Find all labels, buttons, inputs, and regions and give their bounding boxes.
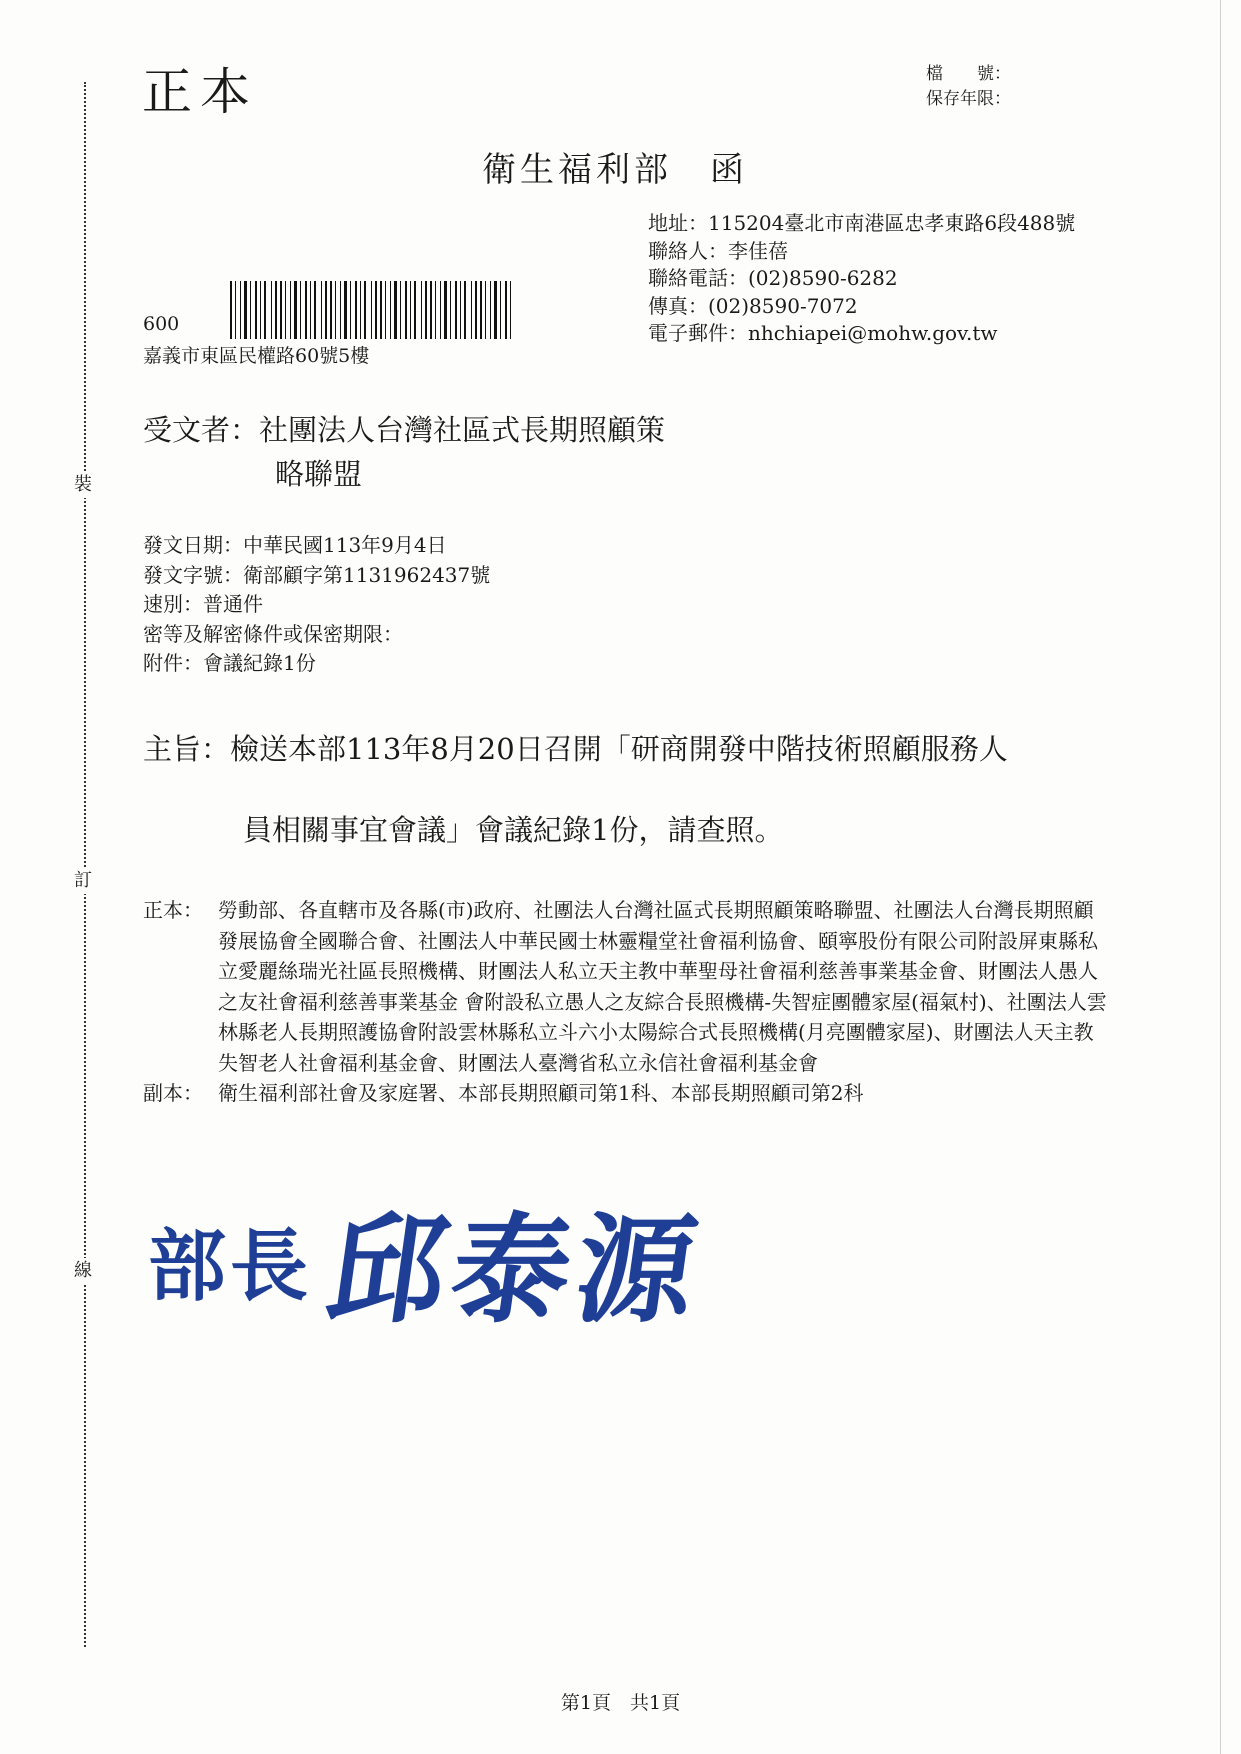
barcode-bar (380, 281, 382, 339)
copy-recipient-list: 衛生福利部社會及家庭署、本部長期照顧司第1科、本部長期照顧司第2科 (218, 1081, 864, 1105)
distribution (143, 895, 1113, 1109)
binding-mark-ding: 訂 (74, 868, 92, 894)
recipient-line-2: 略聯盟 (275, 457, 363, 491)
barcode-bar (271, 281, 272, 339)
barcode-bar (394, 281, 397, 339)
barcode-bar (425, 281, 427, 339)
binding-line (84, 82, 86, 1647)
original-label: 正本： (143, 898, 203, 922)
barcode-bar (505, 281, 507, 339)
barcode-bar (285, 281, 286, 339)
barcode-bar (305, 281, 307, 339)
barcode-bar (230, 281, 232, 339)
barcode-bar (385, 281, 386, 339)
barcode-bar (280, 281, 282, 339)
barcode-bar (294, 281, 297, 339)
barcode-bar (485, 281, 486, 339)
contact-person: 聯絡人：李佳蓓 (648, 238, 788, 263)
postal-barcode (230, 281, 514, 339)
agency-title: 衛生福利部 函 (482, 150, 748, 190)
barcode-bar (490, 281, 491, 339)
minister-signature-stamp (148, 1180, 711, 1340)
attachment: 附件：會議紀錄1份 (143, 651, 316, 675)
barcode-bar (355, 281, 357, 339)
barcode-bar (390, 281, 391, 339)
file-number-label: 檔 號： (926, 64, 1011, 84)
contact-address: 地址：115204臺北市南港區忠孝東路6段488號 (648, 211, 1076, 235)
barcode-bar (510, 281, 511, 339)
copy-type-stamp: 正本 (142, 63, 258, 121)
contact-info (648, 210, 1075, 348)
document-metadata (143, 531, 490, 679)
barcode-bar (410, 281, 411, 339)
barcode-bar (335, 281, 336, 339)
barcode-bar (371, 281, 372, 339)
barcode-bar (464, 281, 466, 339)
page-number: 第1頁 共1頁 (560, 1692, 681, 1714)
retention-period-label: 保存年限： (926, 89, 1011, 109)
subject-line-2: 員相關事宜會議」會議紀錄1份，請查照。 (243, 813, 784, 847)
original-recipients (143, 895, 1113, 1078)
subject-line-1: 主旨：檢送本部113年8月20日召開「研商開發中階技術照顧服務人 (143, 732, 1008, 766)
barcode-bar (471, 281, 472, 339)
barcode-bar (325, 281, 327, 339)
barcode-bar (310, 281, 311, 339)
barcode-bar (321, 281, 322, 339)
barcode-bar (340, 281, 341, 339)
signature-title: 部長 (148, 1221, 313, 1312)
contact-email: 電子郵件：nhchiapei@mohw.gov.tw (648, 321, 998, 345)
barcode-bar (330, 281, 332, 339)
recipient-address: 嘉義市東區民權路60號5樓 (143, 345, 370, 367)
scan-edge (1220, 0, 1221, 1754)
barcode-bar (264, 281, 266, 339)
barcode-bar (444, 281, 447, 339)
barcode-bar (360, 281, 361, 339)
barcode-bar (405, 281, 407, 339)
file-meta (926, 62, 1011, 112)
barcode-bar (450, 281, 451, 339)
contact-phone: 聯絡電話：(02)8590-6282 (648, 266, 898, 290)
barcode-bar (414, 281, 416, 339)
barcode-bar (421, 281, 422, 339)
barcode-bar (240, 281, 241, 339)
binding-mark-xian: 線 (74, 1258, 92, 1284)
barcode-bar (290, 281, 291, 339)
barcode-bar (344, 281, 347, 339)
issue-date: 發文日期：中華民國113年9月4日 (143, 533, 447, 557)
barcode-bar (435, 281, 436, 339)
barcode-bar (400, 281, 401, 339)
subject (143, 728, 1143, 851)
priority: 速別：普通件 (143, 592, 263, 616)
postal-code: 600 (143, 313, 180, 335)
copy-recipients (143, 1078, 1113, 1109)
original-recipient-list: 勞動部、各直轄市及各縣(市)政府、社團法人台灣社區式長期照顧策略聯盟、社團法人台灣長期照顧發展協會全國聯合會、社團法人中華民國士林靈糧堂社會福利協會、頤寧股份有限公司附設屏東縣私立愛麗絲瑞光社區長照機構、財團法人私立天主教中華聖母社會福利慈善事業基金會、財團法人愚人之友社會福利慈善事業基金 會附設私立愚人之友綜合長照機構-失智症團體家屋(福氣村)、社團法人雲林縣老人長期照護協會附設雲林縣私立斗六小太陽綜合式長照機構(月亮團體家屋)、財團法人天主教失智老人社會福利基金會、財團法人臺灣省私立永信社會福利基金會 (218, 898, 1107, 1075)
barcode-bar (275, 281, 277, 339)
barcode-bar (430, 281, 432, 339)
barcode-bar (235, 281, 236, 339)
binding-mark-zhuang: 裝 (74, 472, 92, 498)
barcode-bar (475, 281, 477, 339)
barcode-bar (364, 281, 366, 339)
barcode-bar (480, 281, 482, 339)
barcode-bar (455, 281, 457, 339)
barcode-bar (500, 281, 501, 339)
barcode-bar (244, 281, 247, 339)
barcode-bar (255, 281, 257, 339)
barcode-bar (314, 281, 316, 339)
barcode-bar (440, 281, 441, 339)
recipient-line-1: 受文者：社團法人台灣社區式長期照顧策 (143, 413, 666, 447)
barcode-bar (350, 281, 351, 339)
barcode-bar (260, 281, 261, 339)
contact-fax: 傳真：(02)8590-7072 (648, 293, 858, 318)
barcode-bar (300, 281, 301, 339)
signature-name: 邱泰源 (318, 1200, 711, 1339)
barcode-bar (494, 281, 497, 339)
document-number: 發文字號：衛部顧字第1131962437號 (143, 562, 491, 587)
confidentiality: 密等及解密條件或保密期限： (143, 621, 403, 646)
copy-label: 副本： (143, 1081, 203, 1105)
recipient (143, 408, 665, 496)
barcode-bar (250, 281, 251, 339)
barcode-bar (460, 281, 461, 339)
barcode-bar (375, 281, 377, 339)
